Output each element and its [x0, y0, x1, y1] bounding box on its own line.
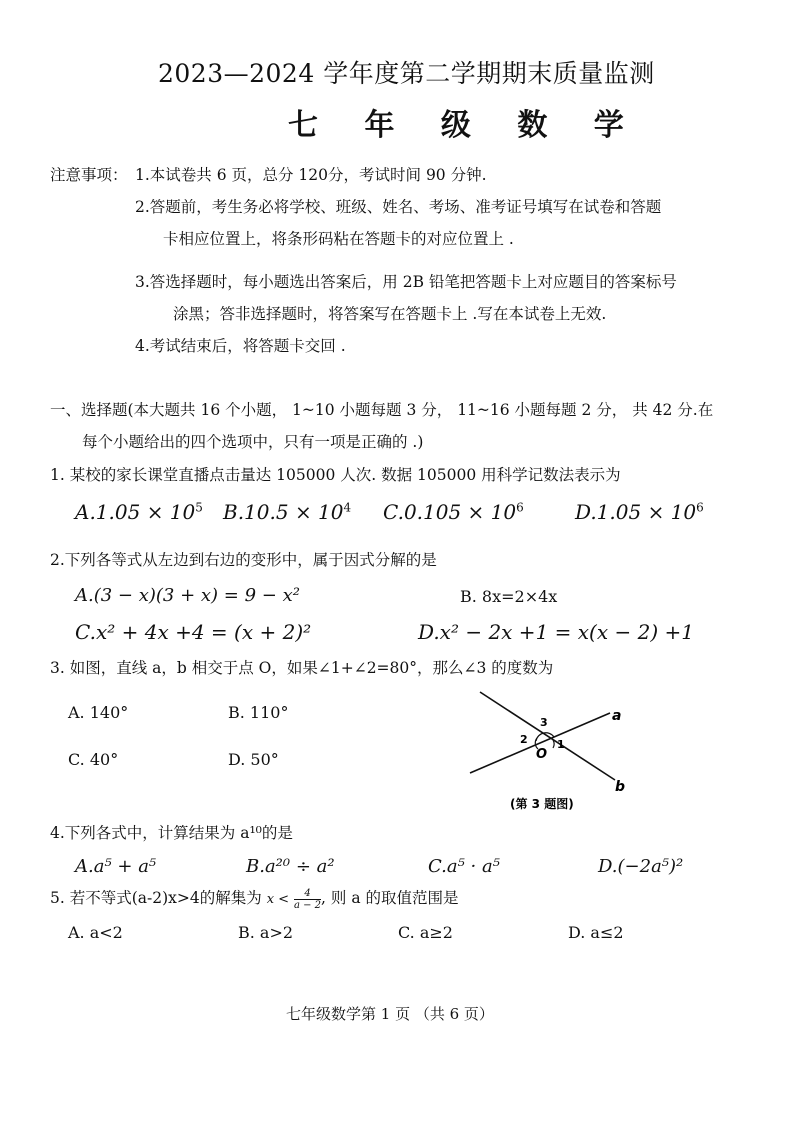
page-footer: 七年级数学第 1 页 （共 6 页） — [286, 1005, 494, 1023]
note-3-line-2: 涂黑；答非选择题时，将答案写在答题卡上 .写在本试卷上无效. — [173, 305, 607, 323]
fraction-denominator: a − 2 — [293, 899, 322, 911]
exam-subject: 七 年 级 数 学 — [288, 108, 642, 143]
notes-label: 注意事项： — [50, 166, 128, 184]
question-5-stem-post: , 则 a 的取值范围是 — [321, 889, 459, 907]
label-angle-3: 3 — [540, 716, 548, 729]
question-5-option-a: A. a<2 — [68, 923, 123, 942]
question-5-stem-pre: 5. 若不等式(a-2)x>4的解集为 — [50, 889, 262, 907]
label-angle-1: 1 — [557, 738, 565, 751]
question-3-option-b: B. 110° — [228, 703, 289, 722]
question-1-option-d: $D.1.05 \times 10^6$ — [575, 500, 704, 524]
figure-caption: (第 3 题图) — [510, 797, 574, 811]
angle-1-arc — [553, 740, 554, 748]
question-5-fraction — [294, 888, 321, 911]
question-3-stem: 3. 如图，直线 a，b 相交于点 O，如果∠1+∠2=80°，那么∠3 的度数为 — [50, 659, 554, 677]
question-3-option-c: C. 40° — [68, 750, 119, 769]
question-3-option-d: D. 50° — [228, 750, 279, 769]
note-4: 4.考试结束后，将答题卡交回 . — [135, 337, 346, 355]
label-a: a — [612, 708, 622, 724]
question-4-option-d: D.(−2a⁵)² — [598, 856, 684, 877]
label-b: b — [615, 779, 626, 795]
question-1-stem: 1. 某校的家长课堂直播点击量达 105000 人次. 数据 105000 用科学记数法表示为 — [50, 466, 621, 484]
label-o: O — [536, 747, 548, 762]
section-1-heading-line-2: 每个小题给出的四个选项中，只有一项是正确的 .) — [82, 433, 424, 451]
question-1-option-a: $A.1.05 \times 10^5$ — [75, 500, 203, 524]
question-1-option-c: $C.0.105 \times 10^6$ — [383, 500, 524, 524]
note-3-line-1: 3.答选择题时，每小题选出答案后，用 2B 铅笔把答题卡上对应题目的答案标号 — [135, 273, 677, 291]
question-5-option-c: C. a≥2 — [398, 923, 453, 942]
question-3-figure — [460, 680, 660, 825]
question-4-option-a: A.a⁵ + a⁵ — [75, 856, 157, 877]
question-2-option-b: B. 8x=2×4x — [460, 587, 558, 606]
note-2-line-1: 2.答题前，考生务必将学校、班级、姓名、考场、准考证号填写在试卷和答题 — [135, 198, 662, 216]
question-5-inequality: x < — [266, 892, 290, 907]
question-5-option-b: B. a>2 — [238, 923, 294, 942]
fraction-numerator: 4 — [294, 888, 321, 900]
question-4-option-b: B.a²⁰ ÷ a² — [246, 856, 335, 877]
question-5-stem — [50, 886, 459, 911]
question-2-option-c: C.x² + 4x +4 = (x + 2)² — [75, 620, 312, 644]
question-2-option-a: A.(3 − x)(3 + x) = 9 − x² — [75, 585, 300, 606]
question-5-option-d: D. a≤2 — [568, 923, 624, 942]
question-2-option-d: D.x² − 2x +1 = x(x − 2) +1 — [418, 620, 694, 644]
exam-title: 2023—2024 学年度第二学期期末质量监测 — [158, 59, 655, 88]
line-b — [480, 692, 615, 780]
section-1-heading-line-1: 一、选择题(本大题共 16 个小题， 1~10 小题每题 3 分， 11~16 小题每题 2 分， 共 42 分.在 — [50, 401, 714, 419]
question-2-stem: 2.下列各等式从左边到右边的变形中，属于因式分解的是 — [50, 551, 437, 569]
note-1: 1.本试卷共 6 页，总分 120分，考试时间 90 分钟. — [135, 166, 487, 184]
note-2-line-2: 卡相应位置上，将条形码粘在答题卡的对应位置上 . — [163, 230, 514, 248]
label-angle-2: 2 — [520, 733, 528, 746]
question-3-option-a: A. 140° — [68, 703, 129, 722]
question-4-option-c: C.a⁵ · a⁵ — [428, 856, 500, 877]
question-4-stem: 4.下列各式中，计算结果为 a¹⁰的是 — [50, 824, 293, 842]
question-1-option-b: $B.10.5 \times 10^4$ — [223, 500, 352, 524]
